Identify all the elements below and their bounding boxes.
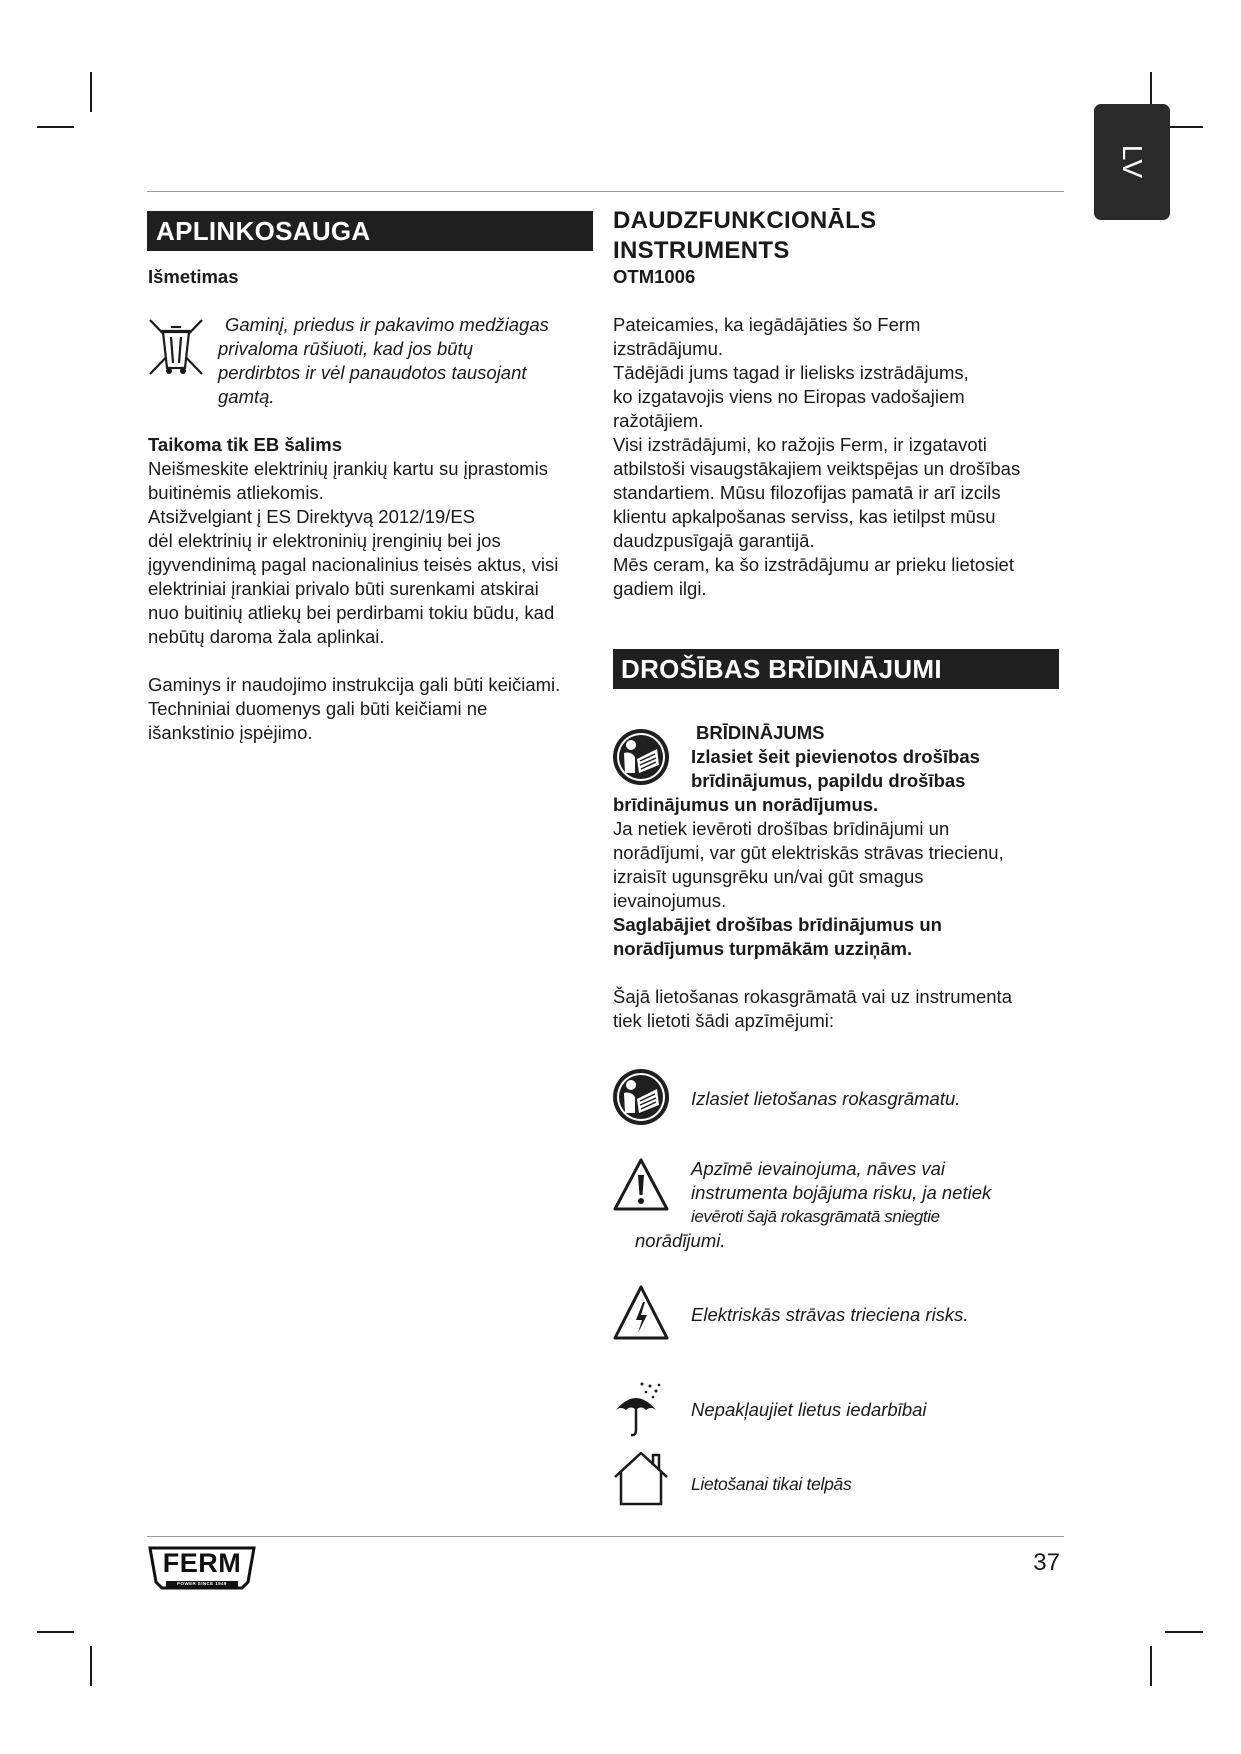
text-line: įgyvendinimą pagal nacionalinius teisės aktus, visi	[148, 554, 559, 575]
warning-heading: BRĪDINĀJUMS	[696, 722, 825, 743]
language-code: LV	[1117, 144, 1148, 180]
text-line: norādījumi.	[635, 1230, 726, 1251]
umbrella-rain-icon	[612, 1380, 664, 1438]
text-line: tiek lietoti šādi apzīmējumi:	[613, 1010, 835, 1031]
brand-name: FERM	[162, 1548, 242, 1578]
symbol-read-manual-text: Izlasiet lietošanas rokasgrāmatu.	[691, 1088, 961, 1109]
model-number: OTM1006	[613, 266, 696, 287]
ferm-logo	[148, 1546, 256, 1590]
section-banner-environment: APLINKOSAUGA	[147, 211, 593, 251]
text-line: daudzpusīgajā garantijā.	[613, 530, 815, 551]
text-line: klientu apkalpošanas serviss, kas ietilpst mūsu	[613, 506, 996, 527]
text-line: ražotājiem.	[613, 410, 704, 431]
read-manual-icon	[611, 1067, 671, 1127]
change-notice	[148, 673, 598, 745]
symbol-rain-text: Nepakļaujiet lietus iedarbībai	[691, 1399, 927, 1420]
text-line: buitinėmis atliekomis.	[148, 482, 324, 503]
text-line: izstrādājumu.	[613, 338, 724, 359]
crop-mark	[37, 1631, 74, 1633]
text-line: Ja netiek ievēroti drošības brīdinājumi un	[613, 818, 950, 839]
text-line: Šajā lietošanas rokasgrāmatā vai uz instrumenta	[613, 986, 1012, 1007]
warning-text	[613, 817, 1068, 913]
language-tab	[1094, 104, 1170, 220]
text-line: standartiem. Mūsu filozofijas pamatā ir arī izcils	[613, 482, 1001, 503]
text-line: Tādējādi jums tagad ir lielisks izstrādājums,	[613, 362, 969, 383]
text-line: gadiem ilgi.	[613, 578, 707, 599]
text-line: norādījumus turpmākām uzziņām.	[613, 938, 913, 959]
text-line: gamtą.	[218, 386, 275, 407]
text-line: atbilstoši visaugstākajiem veiktspējas un drošības	[613, 458, 1021, 479]
warning-bold-text	[613, 745, 1068, 817]
symbols-intro	[613, 985, 1068, 1033]
disposal-text	[218, 313, 598, 409]
text-line: perdirbtos ir vėl panaudotos tausojant	[218, 362, 527, 383]
text-line: ievainojumus.	[613, 890, 727, 911]
product-title	[613, 206, 876, 266]
text-line: privaloma rūšiuoti, kad jos būtų	[218, 338, 474, 359]
crop-mark	[1165, 1631, 1203, 1633]
header-rule	[147, 191, 1064, 192]
crop-mark	[90, 1646, 92, 1686]
title-line: DAUDZFUNKCIONĀLS	[613, 207, 877, 234]
symbol-danger-text	[635, 1157, 1065, 1253]
section-banner-safety: DROŠĪBAS BRĪDINĀJUMI	[613, 649, 1059, 689]
text-line: Neišmeskite elektrinių įrankių kartu su įprastomis	[148, 458, 548, 479]
text-line: ko izgatavojis viens no Eiropas vadošajiem	[613, 386, 965, 407]
symbol-electric-text: Elektriskās strāvas trieciena risks.	[691, 1304, 969, 1325]
text-line: instrumenta bojājuma risku, ja netiek	[691, 1182, 992, 1203]
text-line: Izlasiet šeit pievienotos drošības	[691, 746, 980, 767]
crossed-bin-icon	[146, 316, 206, 378]
disposal-heading: Išmetimas	[148, 266, 239, 287]
crop-mark	[37, 126, 74, 128]
text-line: elektriniai įrankiai privalo būti surenkami atskirai	[148, 578, 539, 599]
symbol-indoor-text: Lietošanai tikai telpās	[691, 1474, 852, 1494]
text-line: Gaminys ir naudojimo instrukcija gali būti keičiami.	[148, 674, 561, 695]
text-line: Techniniai duomenys gali būti keičiami ne	[148, 698, 488, 719]
crop-mark	[1165, 126, 1203, 128]
page-number: 37	[1033, 1549, 1060, 1576]
house-icon	[612, 1449, 670, 1507]
text-line: brīdinājumus, papildu drošības	[691, 770, 966, 791]
eu-heading: Taikoma tik EB šalims	[148, 434, 342, 455]
keep-instructions	[613, 913, 1068, 961]
text-line: Saglabājiet drošības brīdinājumus un	[613, 914, 942, 935]
crop-mark	[90, 72, 92, 112]
brand-tagline: POWER SINCE 1949	[166, 1581, 238, 1587]
footer-rule	[147, 1536, 1064, 1537]
text-line: išankstinio įspėjimo.	[148, 722, 313, 743]
text-line: nebūtų daroma žala aplinkai.	[148, 626, 385, 647]
text-line: norādījumi, var gūt elektriskās strāvas triecienu,	[613, 842, 1004, 863]
text-line: ievēroti šajā rokasgrāmatā sniegtie	[691, 1207, 940, 1226]
text-line: Apzīmē ievainojuma, nāves vai	[691, 1158, 945, 1179]
text-line: Visi izstrādājumi, ko ražojis Ferm, ir izgatavoti	[613, 434, 987, 455]
text-line: Atsižvelgiant į ES Direktyvą 2012/19/ES	[148, 506, 475, 527]
text-line: Mēs ceram, ka šo izstrādājumu ar prieku lietosiet	[613, 554, 1014, 575]
text-line: nuo buitinių atliekų bei perdirbami tokiu būdu, kad	[148, 602, 555, 623]
electric-shock-icon	[612, 1284, 670, 1342]
intro-text	[613, 313, 1068, 601]
text-line: izraisīt ugunsgrēku un/vai gūt smagus	[613, 866, 924, 887]
crop-mark	[1150, 1646, 1152, 1686]
text-line: Gaminį, priedus ir pakavimo medžiagas	[225, 314, 549, 335]
text-line: dėl elektrinių ir elektroninių įrenginių bei jos	[148, 530, 501, 551]
title-line: INSTRUMENTS	[613, 237, 790, 264]
text-line: Pateicamies, ka iegādājāties šo Ferm	[613, 314, 921, 335]
text-line: brīdinājumus un norādījumus.	[613, 794, 879, 815]
eu-text	[148, 457, 598, 649]
